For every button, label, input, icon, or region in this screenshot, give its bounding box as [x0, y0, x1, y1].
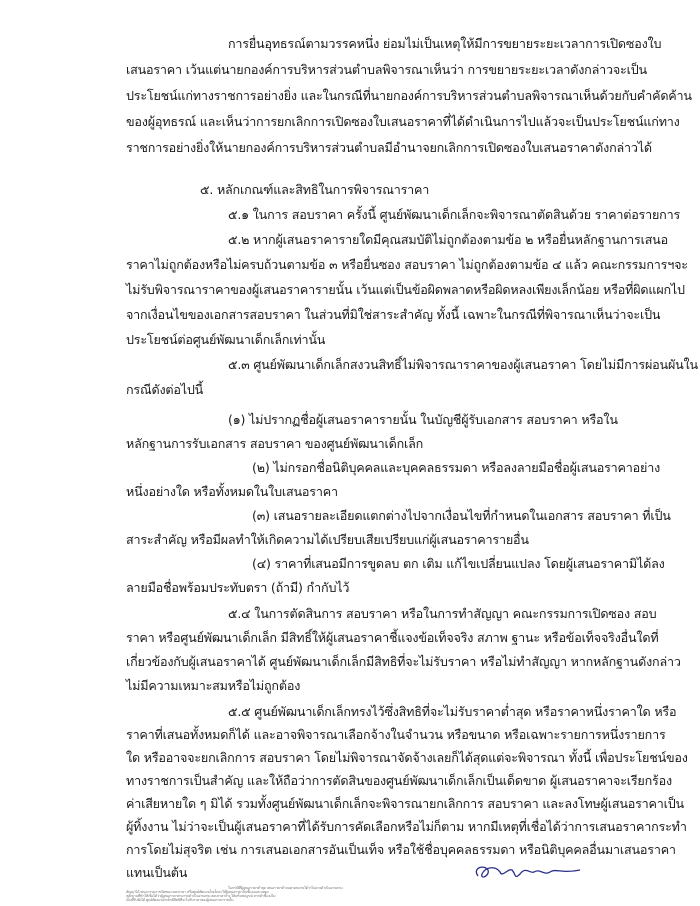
paragraph-line: ค่าเสียหายใด ๆ มิได้ รวมทั้งศูนย์พัฒนาเด็กเล็กจะพิจารณายกเลิกการ สอบราคา และลงโทษผู้เสนอราคาเป็น: [126, 796, 684, 811]
paragraph-line: การยื่นอุทธรณ์ตามวรรคหนึ่ง ย่อมไม่เป็นเหตุให้มีการขยายระยะเวลาการเปิดซองใบ: [228, 36, 662, 51]
paragraph-line: ทางราชการเป็นสำคัญ และให้ถือว่าการตัดสินของศูนย์พัฒนาเด็กเล็กเป็นเด็ดขาด ผู้เสนอราคาจะเรียกร้อง: [126, 773, 672, 788]
paragraph-line: หนึ่งอย่างใด หรือทั้งหมดในใบเสนอราคา: [126, 484, 338, 499]
paragraph-line: เกี่ยวข้องกับผู้เสนอราคาได้ ศูนย์พัฒนาเด็กเล็กมีสิทธิที่จะไม่รับราคา หรือไม่ทำสัญญา หากหลักฐานดังกล่าว: [126, 654, 681, 669]
paragraph-line: ไม่รับพิจารณาราคาของผู้เสนอราคารายนั้น เว้นแต่เป็นข้อผิดพลาดหรือผิดหลงเพียงเล็กน้อย หรือที่ผิดแผกไป: [126, 282, 685, 297]
paragraph-line: ราคา หรือศูนย์พัฒนาเด็กเล็ก มีสิทธิ์ให้ผู้เสนอราคาชี้แจงข้อเท็จจริง สภาพ ฐานะ หรือข้อเท็จจริงอื่นใดที่: [126, 630, 659, 645]
signature-mark: [470, 862, 590, 884]
paragraph-line: ประโยชน์ต่อศูนย์พัฒนาเด็กเล็กเท่านั้น: [126, 332, 326, 347]
paragraph-line: หลักฐานการรับเอกสาร สอบราคา ของศูนย์พัฒนาเด็กเล็ก: [126, 436, 424, 451]
closing-paragraph: ในกรณีที่ผู้เสนอราคาต่ำสุด เสนอราคาต่ำจนคาดหมายได้ว่าไม่อาจดำเนินงานตาม: [228, 886, 343, 890]
clause-5-1: ๕.๑ ในการ สอบราคา ครั้งนี้ ศูนย์พัฒนาเด็กเล็กจะพิจารณาตัดสินด้วย ราคาต่อรายการ: [228, 207, 681, 222]
paragraph-line: ราชการอย่างยิ่งให้นายกองค์การบริหารส่วนตำบลมีอำนาจยกเลิกการเปิดซองใบเสนอราคาดังกล่าวได้: [126, 140, 652, 155]
paragraph-line: ของผู้อุทธรณ์ และเห็นว่าการยกเลิกการเปิดซองใบเสนอราคาที่ได้ดำเนินการไปแล้วจะเป็นประโยชน์แก่ทาง: [126, 114, 680, 129]
clause-5-3: ๕.๓ ศูนย์พัฒนาเด็กเล็กสงวนสิทธิ์ไม่พิจารณาราคาของผู้เสนอราคา โดยไม่มีการผ่อนผันใน: [228, 357, 698, 372]
list-item-4: (๔) ราคาที่เสนอมีการขูดลบ ตก เติม แก้ไขเปลี่ยนแปลง โดยผู้เสนอราคามิได้ลง: [252, 556, 665, 571]
paragraph-line: เสนอราคา เว้นแต่นายกองค์การบริหารส่วนตำบลพิจารณาเห็นว่า การขยายระยะเวลาดังกล่าวจะเป็น: [126, 62, 647, 77]
paragraph-line: ลายมือชื่อพร้อมประทับตรา (ถ้ามี) กำกับไว้: [126, 580, 350, 595]
paragraph-line: หลักฐานที่ทำให้เชื่อได้ว่าผู้เสนอราคาสามารถดำเนินงานตาม สอบราคาจ้าง ให้เสร็จสมบูรณ์ หากคำชี้แจงไม่: [126, 894, 276, 898]
paragraph-line: แทนเป็นต้น: [126, 865, 188, 880]
paragraph-line: การโดยไม่สุจริต เช่น การเสนอเอกสารอันเป็นเท็จ หรือใช้ชื่อบุคคลธรรมดา หรือนิติบุคคลอื่นมาเสนอราคา: [126, 842, 676, 857]
clause-5-5: ๕.๕ ศูนย์พัฒนาเด็กเล็กทรงไว้ซึ่งสิทธิที่จะไม่รับราคาต่ำสุด หรือราคาหนึ่งราคาใด หรือ: [228, 704, 677, 719]
paragraph-line: ประโยชน์แก่ทางราชการอย่างยิ่ง และในกรณีที่นายกองค์การบริหารส่วนตำบลพิจารณาเห็นด้วยกับคำคัดค้าน: [126, 88, 692, 103]
list-item-1: (๑) ไม่ปรากฏชื่อผู้เสนอราคารายนั้น ในบัญชีผู้รับเอกสาร สอบราคา หรือใน: [228, 412, 618, 427]
paragraph-line: ไม่มีความเหมาะสมหรือไม่ถูกต้อง: [126, 678, 301, 693]
paragraph-line: ราคาที่เสนอทั้งหมดก็ได้ และอาจพิจารณาเลือกจ้างในจำนวน หรือขนาด หรือเฉพาะรายการหนึ่งรายการ: [126, 727, 666, 742]
clause-5-2: ๕.๒ หากผู้เสนอราคารายใดมีคุณสมบัติไม่ถูกต้องตามข้อ ๒ หรือยื่นหลักฐานการเสนอ: [228, 232, 668, 247]
list-item-2: (๒) ไม่กรอกชื่อนิติบุคคลและบุคคลธรรมดา หรือลงลายมือชื่อผู้เสนอราคาอย่าง: [252, 460, 661, 475]
list-item-3: (๓) เสนอรายละเอียดแตกต่างไปจากเงื่อนไขที่กำหนดในเอกสาร สอบราคา ที่เป็น: [252, 508, 671, 523]
paragraph-line: จากเงื่อนไขของเอกสารสอบราคา ในส่วนที่มิใช่สาระสำคัญ ทั้งนี้ เฉพาะในกรณีที่พิจารณาเห็นว่าจะเป็น: [126, 307, 661, 322]
paragraph-line: เป็นที่รับฟังได้ ศูนย์พัฒนาเด็กเล็กมีสิทธิที่จะไม่รับราคาของผู้เสนอราคารายนั้น: [126, 898, 234, 902]
paragraph-line: สาระสำคัญ หรือมีผลทำให้เกิดความได้เปรียบเสียเปรียบแก่ผู้เสนอราคารายอื่น: [126, 532, 529, 547]
paragraph-line: กรณีดังต่อไปนี้: [126, 382, 204, 397]
clause-5-4: ๕.๔ ในการตัดสินการ สอบราคา หรือในการทำสัญญา คณะกรรมการเปิดซอง สอบ: [228, 606, 657, 621]
paragraph-line: ราคาไม่ถูกต้องหรือไม่ครบถ้วนตามข้อ ๓ หรือยื่นซอง สอบราคา ไม่ถูกต้องตามข้อ ๔ แล้ว คณะกรรมการฯจะ: [126, 257, 688, 272]
paragraph-line: สัญญาได้ คณะกรรมการเปิดซอง สอบราคา หรือศูนย์พัฒนาเด็กเล็กจะให้ผู้เสนอราคานั้นชี้แจงและแสดง: [126, 890, 269, 894]
section-heading: ๕. หลักเกณฑ์และสิทธิในการพิจารณาราคา: [200, 182, 430, 197]
paragraph-line: ใด หรืออาจจะยกเลิกการ สอบราคา โดยไม่พิจารณาจัดจ้างเลยก็ได้สุดแต่จะพิจารณา ทั้งนี้ เพื่อประโยชน์ของ: [126, 750, 688, 765]
paragraph-line: ผู้ทิ้งงาน ไม่ว่าจะเป็นผู้เสนอราคาที่ได้รับการคัดเลือกหรือไม่ก็ตาม หากมีเหตุที่เชื่อได้ว่าการเสนอราคากระทำ: [126, 819, 687, 834]
